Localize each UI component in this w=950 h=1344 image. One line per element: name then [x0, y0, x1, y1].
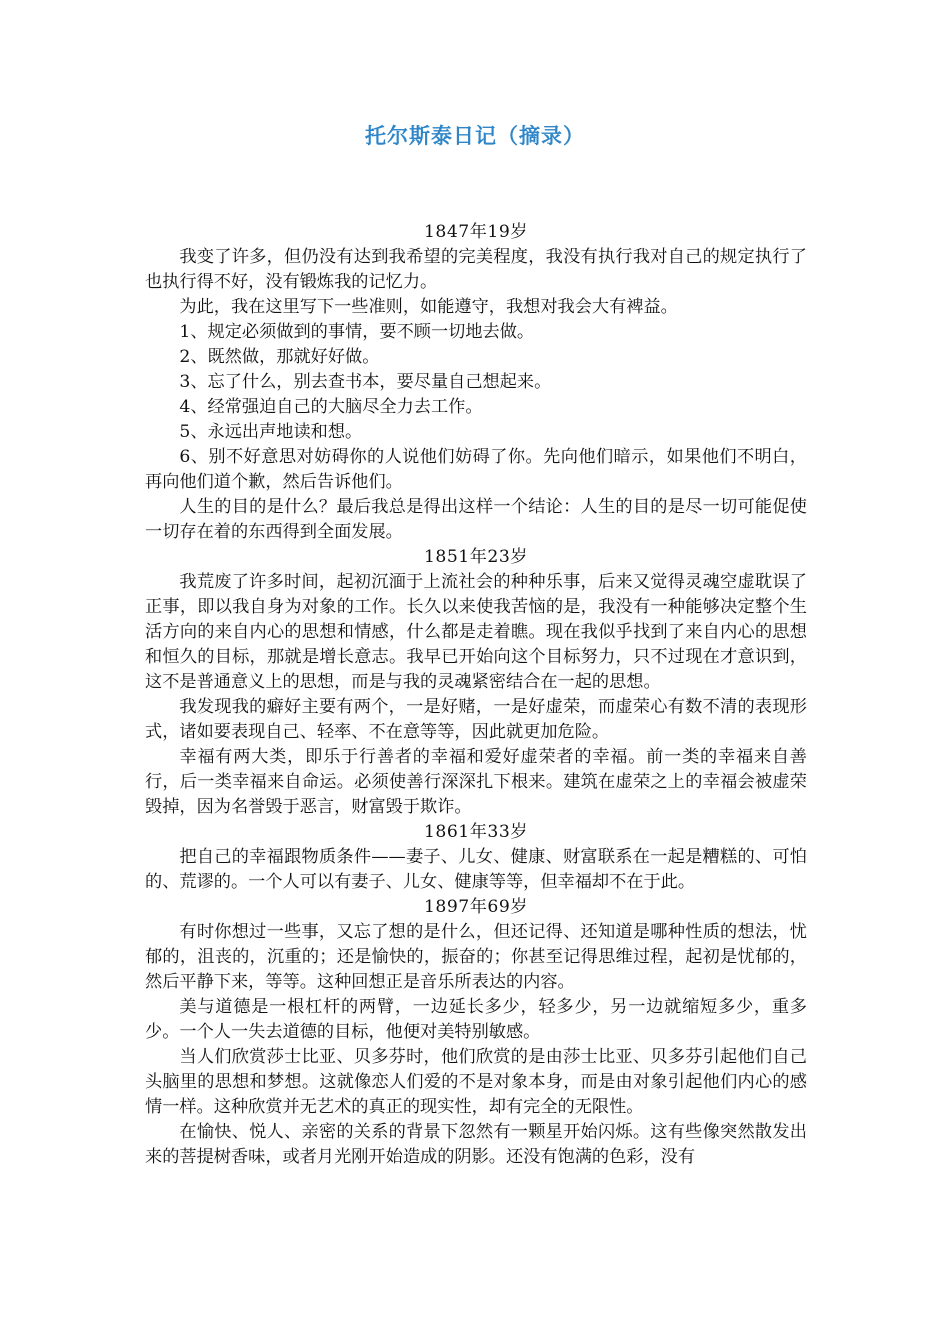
paragraph: 美与道德是一根杠杆的两臂，一边延长多少，轻多少，另一边就缩短多少，重多少。一个人一失去道德的目标，他便对美特别敏感。	[145, 997, 807, 1042]
paragraph: 人生的目的是什么？最后我总是得出这样一个结论：人生的目的是尽一切可能促使一切存在着的东西得到全面发展。	[145, 497, 807, 542]
entry-heading: 1847年19岁	[424, 222, 528, 242]
rule-item: 6、别不好意思对妨碍你的人说他们妨碍了你。先向他们暗示，如果他们不明白，再向他们道个歉，然后告诉他们。	[145, 447, 807, 492]
paragraph: 我发现我的癖好主要有两个，一是好赌，一是好虚荣，而虚荣心有数不清的表现形式，诸如要表现自己、轻率、不在意等等，因此就更加危险。	[145, 697, 807, 742]
entry-heading: 1897年69岁	[424, 897, 528, 917]
diary-entry	[145, 220, 807, 545]
paragraph: 为此，我在这里写下一些准则，如能遵守，我想对我会大有裨益。	[179, 297, 678, 317]
rule-item: 5、永远出声地读和想。	[179, 422, 363, 442]
diary-entry	[145, 820, 807, 895]
entry-heading: 1861年33岁	[424, 822, 528, 842]
document-title: 托尔斯泰日记（摘录）	[365, 123, 585, 148]
paragraph: 我变了许多，但仍没有达到我希望的完美程度，我没有执行我对自己的规定执行了也执行得不好，没有锻炼我的记忆力。	[145, 247, 807, 292]
entry-heading: 1851年23岁	[424, 547, 528, 567]
paragraph: 在愉快、悦人、亲密的关系的背景下忽然有一颗星开始闪烁。这有些像突然散发出来的菩提树香味，或者月光刚开始造成的阴影。还没有饱满的色彩，没有	[145, 1122, 807, 1167]
paragraph: 当人们欣赏莎士比亚、贝多芬时，他们欣赏的是由莎士比亚、贝多芬引起他们自己头脑里的思想和梦想。这就像恋人们爱的不是对象本身，而是由对象引起他们内心的感情一样。这种欣赏并无艺术的真正的现实性，却有完全的无限性。	[145, 1047, 807, 1117]
rule-item: 4、经常强迫自己的大脑尽全力去工作。	[179, 397, 483, 417]
diary-content	[145, 220, 807, 1170]
diary-entry	[145, 545, 807, 820]
rule-item: 1、规定必须做到的事情，要不顾一切地去做。	[179, 322, 535, 342]
paragraph: 有时你想过一些事，又忘了想的是什么，但还记得、还知道是哪种性质的想法，忧郁的，沮丧的，沉重的；还是愉快的，振奋的；你甚至记得思维过程，起初是忧郁的，然后平静下来，等等。这种回想正是音乐所表达的内容。	[145, 922, 807, 992]
paragraph: 我荒废了许多时间，起初沉湎于上流社会的种种乐事，后来又觉得灵魂空虚耽误了正事，即以我自身为对象的工作。长久以来使我苦恼的是，我没有一种能够决定整个生活方向的来自内心的思想和情感，什么都是走着瞧。现在我似乎找到了来自内心的思想和恒久的目标，那就是增长意志。我早已开始向这个目标努力，只不过现在才意识到，这不是普通意义上的思想，而是与我的灵魂紧密结合在一起的思想。	[145, 572, 807, 692]
diary-entry	[145, 895, 807, 1170]
rule-item: 2、既然做，那就好好做。	[179, 347, 380, 367]
paragraph: 把自己的幸福跟物质条件——妻子、儿女、健康、财富联系在一起是糟糕的、可怕的、荒谬的。一个人可以有妻子、儿女、健康等等，但幸福却不在于此。	[145, 847, 807, 892]
rule-item: 3、忘了什么，别去查书本，要尽量自己想起来。	[179, 372, 552, 392]
paragraph: 幸福有两大类，即乐于行善者的幸福和爱好虚荣者的幸福。前一类的幸福来自善行，后一类幸福来自命运。必须使善行深深扎下根来。建筑在虚荣之上的幸福会被虚荣毁掉，因为名誉毁于恶言，财富毁于欺诈。	[145, 747, 807, 817]
